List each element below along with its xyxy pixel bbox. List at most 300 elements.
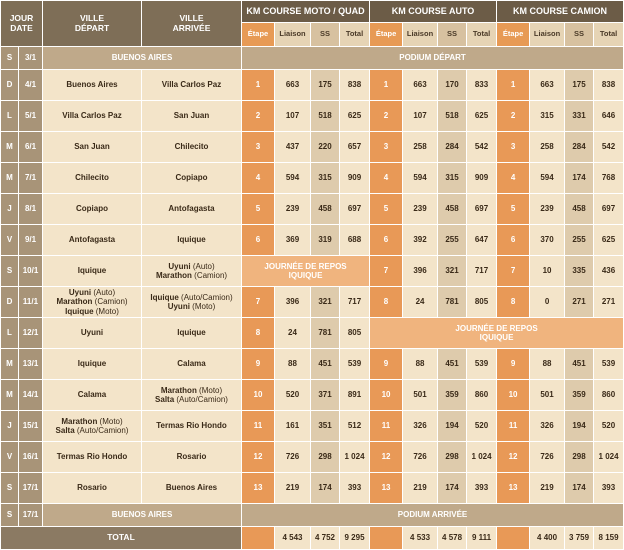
camion-ss-cell: 359: [565, 380, 593, 410]
camion-etape-cell: 1: [497, 70, 529, 100]
arrivee-city-line: Uyuni (Moto): [167, 302, 216, 311]
stage-row: [1, 225, 623, 255]
day-cell: L: [1, 101, 18, 131]
camion-liaison-cell: 239: [530, 194, 564, 224]
camion-ss-cell: 284: [565, 132, 593, 162]
band-row-depart: [1, 47, 623, 69]
camion-total-cell: 768: [594, 163, 623, 193]
auto-liaison-cell: 24: [403, 287, 437, 317]
auto-ss-cell: 174: [438, 473, 466, 503]
date-cell: 17/1: [19, 473, 42, 503]
moto-etape-cell: 10: [242, 380, 274, 410]
auto-ss-cell: 315: [438, 163, 466, 193]
auto-etape-cell: 2: [370, 101, 402, 131]
camion-ss-cell: 458: [565, 194, 593, 224]
auto-total-cell: 833: [467, 70, 496, 100]
auto-liaison-cell: 663: [403, 70, 437, 100]
auto-sum-ss: 4 578: [438, 527, 466, 549]
depart-city-line: Rosario: [77, 483, 107, 493]
auto-camion-repos-cell-line: JOURNÉE DE REPOS: [455, 323, 538, 333]
moto-total-cell: 891: [340, 380, 369, 410]
camion-total-header: Total: [594, 23, 623, 46]
auto-camion-repos-cell-line: IQUIQUE: [479, 333, 514, 342]
auto-total-cell: 542: [467, 132, 496, 162]
date-cell: 3/1: [19, 47, 42, 69]
auto-etape-cell: 9: [370, 349, 402, 379]
auto-total-header: Total: [467, 23, 496, 46]
moto-sum-liaison: 4 543: [275, 527, 310, 549]
arrivee-city: [142, 194, 241, 224]
moto-total-cell: 539: [340, 349, 369, 379]
depart-city-line: Marathon (Camion): [56, 297, 128, 307]
arrivee-city-line: Calama: [177, 359, 206, 369]
camion-ss-cell: 451: [565, 349, 593, 379]
moto-ss-header: SS: [311, 23, 339, 46]
auto-ss-cell: 255: [438, 225, 466, 255]
depart-city-line: San Juan: [74, 142, 110, 152]
date-cell: 6/1: [19, 132, 42, 162]
day-cell: S: [1, 504, 18, 526]
moto-total-cell: 688: [340, 225, 369, 255]
camion-liaison-cell: 594: [530, 163, 564, 193]
auto-sum-total: 9 111: [467, 527, 496, 549]
arrivee-city-line: Antofagasta: [168, 204, 215, 214]
moto-etape-cell: 8: [242, 318, 274, 348]
arrivee-city: [142, 101, 241, 131]
moto-liaison-cell: 437: [275, 132, 310, 162]
camion-ss-cell: 174: [565, 473, 593, 503]
auto-ss-cell: 284: [438, 132, 466, 162]
camion-etape-cell: 5: [497, 194, 529, 224]
stage-row: [1, 380, 623, 410]
moto-ss-cell: 315: [311, 163, 339, 193]
auto-etape-cell: 5: [370, 194, 402, 224]
arrivee-city-line: Chilecito: [174, 142, 209, 152]
depart-city-line: Salta (Auto/Camion): [55, 426, 129, 435]
moto-ss-cell: 220: [311, 132, 339, 162]
camion-total-cell: 860: [594, 380, 623, 410]
depart-city-line: Iquique (Moto): [65, 306, 119, 316]
day-cell: M: [1, 380, 18, 410]
band-city: BUENOS AIRES: [43, 47, 241, 69]
arrivee-city-line: San Juan: [173, 111, 210, 121]
depart-city: [43, 225, 141, 255]
depart-city: [43, 101, 141, 131]
stage-row: [1, 194, 623, 224]
stage-row: [1, 411, 623, 441]
auto-camion-repos-cell: [370, 318, 623, 348]
moto-liaison-cell: 88: [275, 349, 310, 379]
camion-total-cell: 1 024: [594, 442, 623, 472]
arrivee-city-line: Iquique (Auto/Camion): [150, 292, 233, 302]
auto-ss-cell: 170: [438, 70, 466, 100]
auto-etape-cell: 13: [370, 473, 402, 503]
auto-liaison-cell: 726: [403, 442, 437, 472]
moto-total-cell: 717: [340, 287, 369, 317]
date-cell: 11/1: [19, 287, 42, 317]
arrivee-city-line: Iquique: [177, 328, 206, 338]
camion-ss-cell: 331: [565, 101, 593, 131]
camion-total-cell: 539: [594, 349, 623, 379]
moto-liaison-cell: 107: [275, 101, 310, 131]
moto-etape-cell: 4: [242, 163, 274, 193]
camion-liaison-cell: 370: [530, 225, 564, 255]
moto-ss-cell: 781: [311, 318, 339, 348]
auto-liaison-cell: 326: [403, 411, 437, 441]
depart-city: [43, 318, 141, 348]
day-cell: J: [1, 194, 18, 224]
header-group-camion: KM COURSE CAMION: [497, 1, 623, 22]
moto-ss-cell: 518: [311, 101, 339, 131]
depart-city: [43, 163, 141, 193]
moto-sum-etape: [242, 527, 274, 549]
stage-row: [1, 287, 623, 317]
date-cell: 17/1: [19, 504, 42, 526]
moto-liaison-cell: 239: [275, 194, 310, 224]
moto-repos-cell-line: IQUIQUE: [288, 271, 323, 280]
auto-etape-cell: 4: [370, 163, 402, 193]
arrivee-city: [142, 411, 241, 441]
moto-ss-cell: 175: [311, 70, 339, 100]
moto-total-cell: 697: [340, 194, 369, 224]
moto-total-cell: 1 024: [340, 442, 369, 472]
camion-sum-liaison: 4 400: [530, 527, 564, 549]
stage-row: [1, 349, 623, 379]
depart-city: [43, 380, 141, 410]
moto-total-header: Total: [340, 23, 369, 46]
auto-total-cell: 697: [467, 194, 496, 224]
day-cell: M: [1, 349, 18, 379]
stage-row: [1, 318, 623, 348]
auto-etape-cell: 1: [370, 70, 402, 100]
arrivee-city: [142, 225, 241, 255]
camion-liaison-cell: 726: [530, 442, 564, 472]
camion-sum-ss: 3 759: [565, 527, 593, 549]
moto-ss-cell: 319: [311, 225, 339, 255]
camion-total-cell: 393: [594, 473, 623, 503]
moto-etape-cell: 9: [242, 349, 274, 379]
arrivee-city: [142, 318, 241, 348]
depart-city-line: Uyuni: [80, 328, 104, 338]
camion-liaison-cell: 219: [530, 473, 564, 503]
auto-ss-header: SS: [438, 23, 466, 46]
moto-ss-cell: 321: [311, 287, 339, 317]
arrivee-city: [142, 256, 241, 286]
auto-total-cell: 647: [467, 225, 496, 255]
camion-ss-cell: 271: [565, 287, 593, 317]
depart-city-line: Iquique: [77, 359, 107, 369]
arrivee-city-line: Termas Rio Hondo: [156, 421, 227, 431]
moto-liaison-cell: 369: [275, 225, 310, 255]
moto-liaison-cell: 663: [275, 70, 310, 100]
header-group-moto: KM COURSE MOTO / QUAD: [242, 1, 369, 22]
day-cell: D: [1, 287, 18, 317]
camion-total-cell: 646: [594, 101, 623, 131]
depart-city-line: Termas Rio Hondo: [56, 452, 128, 462]
camion-ss-cell: 255: [565, 225, 593, 255]
auto-ss-cell: 194: [438, 411, 466, 441]
stage-row: [1, 70, 623, 100]
auto-total-cell: 860: [467, 380, 496, 410]
moto-liaison-cell: 24: [275, 318, 310, 348]
auto-sum-etape: [370, 527, 402, 549]
camion-etape-cell: 3: [497, 132, 529, 162]
date-cell: 8/1: [19, 194, 42, 224]
camion-total-cell: 697: [594, 194, 623, 224]
header-ville-depart: VILLE DÉPART: [43, 1, 141, 46]
camion-etape-cell: 8: [497, 287, 529, 317]
day-cell: D: [1, 70, 18, 100]
header-jour-date: JOUR DATE: [1, 1, 42, 46]
auto-etape-cell: 10: [370, 380, 402, 410]
depart-city-line: Antofagasta: [68, 235, 116, 245]
moto-ss-cell: 298: [311, 442, 339, 472]
auto-ss-cell: 359: [438, 380, 466, 410]
moto-total-cell: 805: [340, 318, 369, 348]
arrivee-city: [142, 473, 241, 503]
date-cell: 7/1: [19, 163, 42, 193]
camion-etape-cell: 7: [497, 256, 529, 286]
day-cell: L: [1, 318, 18, 348]
auto-ss-cell: 458: [438, 194, 466, 224]
stage-row: [1, 101, 623, 131]
auto-sum-liaison: 4 533: [403, 527, 437, 549]
auto-liaison-cell: 88: [403, 349, 437, 379]
auto-etape-cell: 12: [370, 442, 402, 472]
band-city: BUENOS AIRES: [43, 504, 241, 526]
depart-city: [43, 194, 141, 224]
auto-etape-header: Étape: [370, 23, 402, 46]
depart-city-line: Marathon (Moto): [61, 416, 123, 426]
arrivee-city-line: Marathon (Camion): [155, 271, 228, 280]
camion-etape-cell: 2: [497, 101, 529, 131]
auto-liaison-cell: 258: [403, 132, 437, 162]
camion-liaison-cell: 10: [530, 256, 564, 286]
band-row-arrivee: [1, 504, 623, 526]
depart-city: [43, 349, 141, 379]
auto-total-cell: 539: [467, 349, 496, 379]
header-ville-arrivee: VILLE ARRIVÉE: [142, 1, 241, 46]
arrivee-city-line: Marathon (Moto): [160, 385, 223, 395]
camion-ss-cell: 194: [565, 411, 593, 441]
moto-liaison-cell: 520: [275, 380, 310, 410]
moto-etape-cell: 11: [242, 411, 274, 441]
total-label: TOTAL: [1, 527, 241, 549]
arrivee-city: [142, 132, 241, 162]
camion-total-cell: 838: [594, 70, 623, 100]
camion-sum-total: 8 159: [594, 527, 623, 549]
band-label: PODIUM DÉPART: [242, 47, 623, 69]
moto-etape-cell: 2: [242, 101, 274, 131]
moto-sum-total: 9 295: [340, 527, 369, 549]
depart-city: [43, 287, 141, 317]
moto-etape-cell: 13: [242, 473, 274, 503]
arrivee-city: [142, 349, 241, 379]
auto-liaison-cell: 594: [403, 163, 437, 193]
auto-etape-cell: 3: [370, 132, 402, 162]
moto-etape-cell: 12: [242, 442, 274, 472]
moto-etape-cell: 7: [242, 287, 274, 317]
day-cell: J: [1, 411, 18, 441]
auto-total-cell: 909: [467, 163, 496, 193]
arrivee-city-line: Salta (Auto/Camion): [155, 395, 228, 404]
day-cell: S: [1, 473, 18, 503]
arrivee-city-line: Uyuni (Auto): [168, 261, 215, 271]
auto-total-cell: 625: [467, 101, 496, 131]
day-cell: M: [1, 132, 18, 162]
camion-liaison-cell: 315: [530, 101, 564, 131]
depart-city-line: Calama: [77, 390, 107, 400]
moto-liaison-cell: 726: [275, 442, 310, 472]
auto-ss-cell: 781: [438, 287, 466, 317]
camion-total-cell: 520: [594, 411, 623, 441]
total-row: [1, 527, 623, 549]
header-group-auto: KM COURSE AUTO: [370, 1, 496, 22]
depart-city-line: Buenos Aires: [66, 80, 118, 90]
auto-ss-cell: 321: [438, 256, 466, 286]
camion-liaison-cell: 0: [530, 287, 564, 317]
camion-etape-cell: 6: [497, 225, 529, 255]
date-cell: 16/1: [19, 442, 42, 472]
moto-etape-header: Étape: [242, 23, 274, 46]
band-label: PODIUM ARRIVÉE: [242, 504, 623, 526]
moto-etape-cell: 5: [242, 194, 274, 224]
moto-ss-cell: 458: [311, 194, 339, 224]
auto-etape-cell: 6: [370, 225, 402, 255]
arrivee-city-line: Buenos Aires: [165, 483, 218, 493]
auto-etape-cell: 7: [370, 256, 402, 286]
camion-etape-cell: 10: [497, 380, 529, 410]
camion-etape-cell: 4: [497, 163, 529, 193]
arrivee-city: [142, 442, 241, 472]
day-cell: S: [1, 256, 18, 286]
day-cell: M: [1, 163, 18, 193]
camion-total-cell: 625: [594, 225, 623, 255]
auto-ss-cell: 298: [438, 442, 466, 472]
stage-row: [1, 256, 623, 286]
auto-total-cell: 805: [467, 287, 496, 317]
depart-city: [43, 442, 141, 472]
stage-row: [1, 473, 623, 503]
auto-liaison-cell: 239: [403, 194, 437, 224]
auto-liaison-cell: 219: [403, 473, 437, 503]
moto-ss-cell: 371: [311, 380, 339, 410]
depart-city: [43, 70, 141, 100]
depart-city-line: Chilecito: [75, 173, 109, 183]
date-cell: 10/1: [19, 256, 42, 286]
stage-row: [1, 442, 623, 472]
camion-total-cell: 271: [594, 287, 623, 317]
auto-etape-cell: 8: [370, 287, 402, 317]
auto-liaison-cell: 501: [403, 380, 437, 410]
auto-total-cell: 717: [467, 256, 496, 286]
day-cell: V: [1, 225, 18, 255]
moto-sum-ss: 4 752: [311, 527, 339, 549]
camion-etape-header: Étape: [497, 23, 529, 46]
moto-etape-cell: 6: [242, 225, 274, 255]
auto-liaison-cell: 396: [403, 256, 437, 286]
camion-liaison-cell: 258: [530, 132, 564, 162]
camion-sum-etape: [497, 527, 529, 549]
date-cell: 15/1: [19, 411, 42, 441]
depart-city-line: Uyuni (Auto): [68, 288, 116, 298]
depart-city-line: Villa Carlos Paz: [62, 111, 122, 121]
moto-liaison-header: Liaison: [275, 23, 310, 46]
auto-liaison-header: Liaison: [403, 23, 437, 46]
auto-liaison-cell: 107: [403, 101, 437, 131]
arrivee-city-line: Copiapo: [175, 173, 208, 183]
moto-liaison-cell: 396: [275, 287, 310, 317]
date-cell: 14/1: [19, 380, 42, 410]
arrivee-city: [142, 380, 241, 410]
camion-etape-cell: 13: [497, 473, 529, 503]
depart-city: [43, 132, 141, 162]
moto-liaison-cell: 219: [275, 473, 310, 503]
moto-ss-cell: 174: [311, 473, 339, 503]
moto-total-cell: 393: [340, 473, 369, 503]
arrivee-city-line: Rosario: [176, 452, 207, 462]
moto-ss-cell: 451: [311, 349, 339, 379]
camion-total-cell: 436: [594, 256, 623, 286]
camion-total-cell: 542: [594, 132, 623, 162]
camion-ss-cell: 174: [565, 163, 593, 193]
stage-row: [1, 132, 623, 162]
auto-liaison-cell: 392: [403, 225, 437, 255]
date-cell: 5/1: [19, 101, 42, 131]
auto-etape-cell: 11: [370, 411, 402, 441]
arrivee-city: [142, 287, 241, 317]
date-cell: 9/1: [19, 225, 42, 255]
arrivee-city-line: Villa Carlos Paz: [161, 80, 222, 90]
camion-etape-cell: 9: [497, 349, 529, 379]
stage-row: [1, 163, 623, 193]
date-cell: 13/1: [19, 349, 42, 379]
auto-total-cell: 1 024: [467, 442, 496, 472]
date-cell: 12/1: [19, 318, 42, 348]
day-cell: S: [1, 47, 18, 69]
arrivee-city-line: Iquique: [177, 235, 206, 245]
depart-city: [43, 256, 141, 286]
moto-repos-cell: [242, 256, 369, 286]
depart-city-line: Copiapo: [76, 204, 108, 214]
camion-liaison-header: Liaison: [530, 23, 564, 46]
day-cell: V: [1, 442, 18, 472]
date-cell: 4/1: [19, 70, 42, 100]
camion-ss-cell: 335: [565, 256, 593, 286]
moto-total-cell: 657: [340, 132, 369, 162]
moto-liaison-cell: 161: [275, 411, 310, 441]
moto-total-cell: 625: [340, 101, 369, 131]
moto-total-cell: 909: [340, 163, 369, 193]
auto-ss-cell: 451: [438, 349, 466, 379]
camion-ss-header: SS: [565, 23, 593, 46]
moto-etape-cell: 1: [242, 70, 274, 100]
camion-liaison-cell: 88: [530, 349, 564, 379]
camion-etape-cell: 11: [497, 411, 529, 441]
auto-total-cell: 393: [467, 473, 496, 503]
moto-liaison-cell: 594: [275, 163, 310, 193]
camion-liaison-cell: 326: [530, 411, 564, 441]
moto-total-cell: 512: [340, 411, 369, 441]
moto-total-cell: 838: [340, 70, 369, 100]
camion-liaison-cell: 663: [530, 70, 564, 100]
depart-city-line: Iquique: [77, 266, 107, 276]
camion-ss-cell: 175: [565, 70, 593, 100]
auto-total-cell: 520: [467, 411, 496, 441]
moto-ss-cell: 351: [311, 411, 339, 441]
depart-city: [43, 411, 141, 441]
auto-ss-cell: 518: [438, 101, 466, 131]
